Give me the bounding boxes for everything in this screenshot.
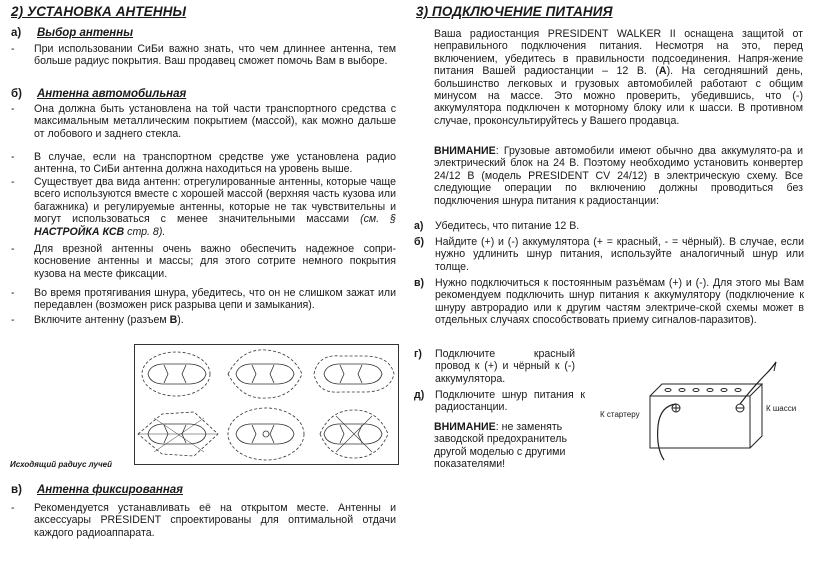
figure-caption: Исходящий радиус лучей	[10, 460, 112, 469]
chassis-cable	[740, 362, 776, 404]
label-chassis: К шасси	[766, 404, 797, 413]
warning-fuse: ВНИМАНИЕ: не заменять заводской предохранитель другой моделью с другими показателями!	[434, 421, 567, 471]
subsection-b-heading: б) Антенна автомобильная	[11, 88, 187, 100]
section-title-antenna: 2) УСТАНОВКА АНТЕННЫ	[11, 4, 187, 19]
battery-cell-caps	[665, 389, 741, 392]
intro-paragraph: Ваша радиостанция PRESIDENT WALKER II оснащена защитой от неправильного подключения питания. Несмотря на это, перед включением, убедитесь в правильности подсоединения. Напря-жение питания Вашей радиостанции – 12 В. (А). На сегодняшний день, большинство легковых и грузовых автомобилей работают с общим минусом на массе. Это можно проверить, убедившись, что (-) аккумулятора подключен к моторному блоку или к шасси. В противном случае, проконсультируйтесь у Вашего продавца.	[434, 28, 803, 127]
section-title-power: 3) ПОДКЛЮЧЕНИЕ ПИТАНИЯ	[416, 4, 613, 19]
warning-paragraph: ВНИМАНИЕ: Грузовые автомобили имеют обычно два аккумулято-ра и электрический блок на 24 В. Поэтому необходимо установить конвертер 24/12 В (модель PRESIDENT CV 24/12) в электрическую схему. Все следующие операции по включению должны проводиться без подключения шнура питания к радиостанции:	[434, 145, 803, 207]
subsection-v-heading: в) Антенна фиксированная	[11, 484, 183, 496]
radiation-diagram	[134, 344, 399, 465]
label-starter: К стартеру	[600, 410, 640, 419]
subsection-a-heading: а) Выбор антенны	[11, 27, 134, 39]
